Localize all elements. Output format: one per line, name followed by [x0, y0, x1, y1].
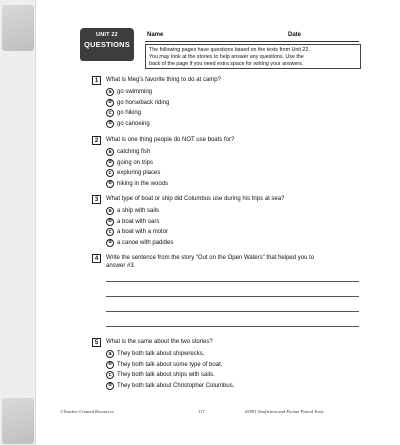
option-text: go hiking	[117, 110, 142, 117]
question-text-line: Write the sentence from the story “Out on the Open Waters” that helped you to	[106, 255, 315, 261]
question-text: What is the same about the two stories?	[106, 339, 213, 345]
question-2	[92, 136, 362, 189]
page-margin-strip	[0, 0, 36, 445]
option-text: go swimming	[117, 89, 153, 96]
option-bubble[interactable]: d	[106, 180, 114, 188]
instructions-line: The following pages have questions based on the texts from Unit 22.	[149, 47, 310, 53]
answer-option[interactable]	[106, 98, 362, 109]
section-label: QUESTIONS	[84, 40, 130, 49]
option-bubble[interactable]: d	[106, 382, 114, 390]
answer-line[interactable]	[106, 281, 359, 282]
answer-option[interactable]	[106, 206, 362, 217]
answer-line[interactable]	[106, 311, 359, 312]
name-label: Name	[147, 32, 164, 38]
question-number: 3	[92, 195, 101, 204]
answer-option[interactable]	[106, 238, 362, 249]
option-text: They both talk about ships with sails.	[117, 372, 215, 379]
option-bubble[interactable]: a	[106, 350, 114, 358]
answer-option[interactable]	[106, 119, 362, 130]
name-date-row	[145, 30, 359, 42]
unit-label: UNIT 22	[96, 32, 118, 38]
publisher-credit: ©Teacher Created Resources	[60, 409, 114, 414]
option-bubble[interactable]: b	[106, 99, 114, 107]
option-text: a canoe with paddles	[117, 239, 174, 246]
unit-badge	[80, 28, 134, 61]
option-bubble[interactable]: a	[106, 88, 114, 96]
instructions-box	[145, 44, 361, 69]
option-bubble[interactable]: b	[106, 218, 114, 226]
option-bubble[interactable]: d	[106, 239, 114, 247]
answer-option[interactable]	[106, 360, 362, 371]
margin-tab-bottom	[2, 398, 34, 444]
option-text: a boat with a motor	[117, 229, 169, 236]
answer-option[interactable]	[106, 158, 362, 169]
option-text: a boat with oars	[117, 218, 160, 225]
option-bubble[interactable]: b	[106, 361, 114, 369]
option-bubble[interactable]: c	[106, 228, 114, 236]
question-1	[92, 76, 362, 129]
option-text: catching fish	[117, 149, 151, 156]
question-text: What is Meg's favorite thing to do at camp?	[106, 77, 221, 83]
option-bubble[interactable]: a	[106, 148, 114, 156]
option-text: go canoeing	[117, 120, 150, 127]
answer-option[interactable]	[106, 217, 362, 228]
answer-option[interactable]	[106, 108, 362, 119]
date-label: Date	[288, 32, 302, 38]
answer-option[interactable]	[106, 370, 362, 381]
option-text: a ship with sails	[117, 208, 160, 215]
answer-line[interactable]	[106, 296, 359, 297]
question-number: 1	[92, 76, 101, 85]
answer-option[interactable]	[106, 87, 362, 98]
question-text-line: answer #3.	[106, 263, 136, 269]
question-text: What is one thing people do NOT use boats for?	[106, 137, 235, 143]
answer-option[interactable]	[106, 349, 362, 360]
question-4	[92, 254, 362, 270]
option-bubble[interactable]: a	[106, 207, 114, 215]
option-bubble[interactable]: b	[106, 159, 114, 167]
option-text: They both talk about Christopher Columbus.	[117, 382, 235, 389]
question-number: 5	[92, 338, 101, 347]
option-text: hiking in the woods	[117, 180, 169, 187]
option-bubble[interactable]: c	[106, 169, 114, 177]
answer-lines[interactable]	[106, 281, 359, 341]
answer-option[interactable]	[106, 179, 362, 190]
answer-option[interactable]	[106, 168, 362, 179]
option-text: going on trips	[117, 159, 154, 166]
answer-option[interactable]	[106, 147, 362, 158]
option-bubble[interactable]: d	[106, 120, 114, 128]
question-number: 4	[92, 254, 101, 263]
question-number: 2	[92, 136, 101, 145]
page-number: 117	[198, 409, 205, 414]
option-text: They both talk about shipwrecks.	[117, 351, 205, 358]
option-bubble[interactable]: c	[106, 109, 114, 117]
option-bubble[interactable]: c	[106, 371, 114, 379]
question-5	[92, 338, 362, 391]
question-3	[92, 195, 362, 248]
option-text: They both talk about some type of boat.	[117, 361, 223, 368]
answer-option[interactable]	[106, 227, 362, 238]
instructions-line: back of the page if you need extra space for writing your answers.	[149, 61, 304, 67]
margin-tab-top	[2, 5, 34, 51]
question-text	[106, 254, 314, 270]
question-text: What type of boat or ship did Columbus use during his trips at sea?	[106, 196, 285, 202]
option-text: go horseback riding	[117, 99, 170, 106]
product-title: #3991 Nonfiction and Fiction Paired Texts	[245, 409, 324, 414]
instructions-line: You may look at the stories to help answer any questions. Use the	[149, 54, 304, 60]
option-text: exploring places	[117, 170, 161, 177]
answer-line[interactable]	[106, 326, 359, 327]
answer-option[interactable]	[106, 381, 362, 392]
